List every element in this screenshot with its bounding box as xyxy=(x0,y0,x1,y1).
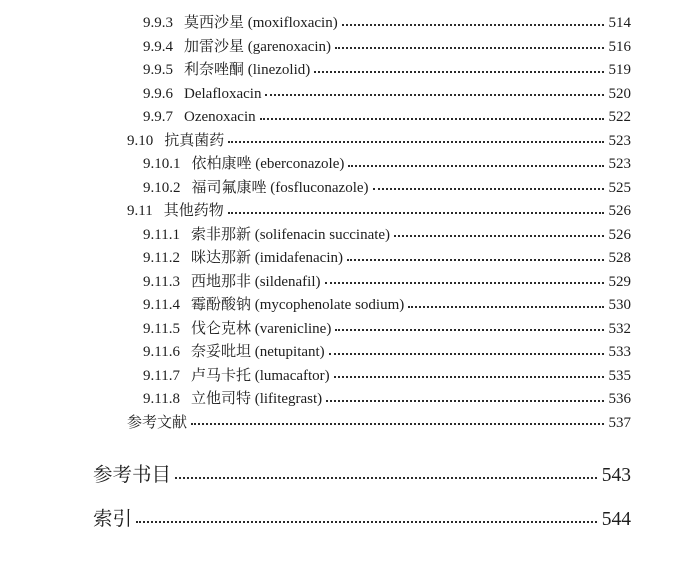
toc-entry-title: 伐仑克林 (varenicline) xyxy=(190,320,332,337)
toc-entry-number: 9.9.4 xyxy=(143,38,173,55)
toc-entry-number: 9.11.1 xyxy=(143,226,180,243)
toc-entry-page-number: 525 xyxy=(608,179,631,196)
toc-entry-number: 9.11.2 xyxy=(143,250,180,266)
toc-entry-number: 9.9.6 xyxy=(143,85,173,102)
toc-entry-page-number: 520 xyxy=(608,85,631,102)
toc-back-section-page-number: 544 xyxy=(601,509,631,530)
toc-entry xyxy=(93,365,631,389)
toc-entry-number: 9.11.3 xyxy=(143,273,180,290)
toc-back-section xyxy=(93,506,631,534)
toc-entry-number: 9.9.7 xyxy=(143,109,173,125)
toc-back-section-list xyxy=(93,462,631,534)
toc-entry-title: 依柏康唑 (eberconazole) xyxy=(191,156,345,172)
toc-entry xyxy=(93,36,631,60)
toc-entry-page-number: 514 xyxy=(608,15,631,31)
toc-entry xyxy=(93,412,631,436)
toc-entry-page-number: 526 xyxy=(608,203,631,219)
toc-entry-number: 9.9.3 xyxy=(143,15,173,31)
dot-leader xyxy=(314,71,603,73)
toc-entry-list xyxy=(93,12,631,435)
toc-entry-title: 卢马卡托 (lumacaftor) xyxy=(190,367,330,384)
toc-back-section-title: 索引 xyxy=(93,509,133,530)
toc-entry xyxy=(93,106,631,130)
dot-leader xyxy=(191,423,603,425)
toc-entry-title: Ozenoxacin xyxy=(184,109,256,125)
toc-entry xyxy=(93,12,631,36)
dot-leader xyxy=(348,165,603,167)
dot-leader xyxy=(335,329,603,331)
toc-entry xyxy=(93,177,631,201)
dot-leader xyxy=(265,94,603,96)
toc-entry-number: 9.11.6 xyxy=(143,344,180,360)
toc-entry xyxy=(93,200,631,224)
dot-leader xyxy=(373,188,604,190)
dot-leader xyxy=(408,306,603,308)
dot-leader xyxy=(342,24,604,26)
toc-entry-page-number: 536 xyxy=(608,391,631,407)
toc-back-section-page-number: 543 xyxy=(601,465,631,486)
toc-entry-title: 抗真菌药 xyxy=(164,132,225,149)
toc-entry-page-number: 532 xyxy=(608,320,631,337)
toc-entry xyxy=(93,130,631,154)
toc-entry-title: Delafloxacin xyxy=(184,85,262,102)
toc-entry-page-number: 523 xyxy=(608,156,631,172)
toc-entry-page-number: 528 xyxy=(608,250,631,266)
toc-entry-title: 福司氟康唑 (fosfluconazole) xyxy=(191,179,369,196)
dot-leader xyxy=(326,400,603,402)
toc-entry xyxy=(93,271,631,295)
toc-entry-number: 9.11 xyxy=(127,203,153,219)
toc-entry xyxy=(93,83,631,107)
toc-entry-number: 9.9.5 xyxy=(143,62,173,78)
toc-entry-title: 咪达那新 (imidafenacin) xyxy=(190,250,343,266)
toc-entry-title: 霉酚酸钠 (mycophenolate sodium) xyxy=(190,297,405,313)
toc-entry-number: 9.11.4 xyxy=(143,297,180,313)
toc-entry-title: 参考文献 xyxy=(127,414,188,431)
toc-entry-page-number: 516 xyxy=(608,38,631,55)
toc-entry-title: 西地那非 (sildenafil) xyxy=(190,273,321,290)
dot-leader xyxy=(347,259,604,261)
toc-entry-number: 9.11.7 xyxy=(143,367,180,384)
toc-entry-page-number: 535 xyxy=(608,367,631,384)
toc-entry-number: 9.10 xyxy=(127,132,154,149)
dot-leader xyxy=(228,212,604,214)
toc-entry-page-number: 529 xyxy=(608,273,631,290)
toc-entry xyxy=(93,318,631,342)
toc-entry-number: 9.10.1 xyxy=(143,156,181,172)
toc-entry xyxy=(93,341,631,365)
toc-entry-title: 加雷沙星 (garenoxacin) xyxy=(184,38,332,55)
dot-leader xyxy=(394,235,603,237)
toc-entry xyxy=(93,224,631,248)
toc-entry-page-number: 522 xyxy=(608,109,631,125)
dot-leader xyxy=(325,282,604,284)
toc-entry-page-number: 537 xyxy=(608,414,631,431)
toc-entry-title: 其他药物 xyxy=(163,203,224,219)
dot-leader xyxy=(136,521,597,523)
dot-leader xyxy=(335,47,603,49)
toc-entry-page-number: 523 xyxy=(608,132,631,149)
toc-entry xyxy=(93,153,631,177)
toc-entry xyxy=(93,247,631,271)
toc-entry xyxy=(93,388,631,412)
dot-leader xyxy=(334,376,604,378)
dot-leader xyxy=(329,353,604,355)
toc-entry-title: 莫西沙星 (moxifloxacin) xyxy=(184,15,338,31)
toc-back-section-title: 参考书目 xyxy=(93,465,172,486)
toc-entry xyxy=(93,59,631,83)
toc-entry-title: 利奈唑酮 (linezolid) xyxy=(184,62,311,78)
toc-entry-title: 索非那新 (solifenacin succinate) xyxy=(190,226,391,243)
toc-back-section xyxy=(93,462,631,490)
dot-leader xyxy=(175,477,597,479)
toc-entry-page-number: 530 xyxy=(608,297,631,313)
toc-entry-title: 立他司特 (lifitegrast) xyxy=(190,391,323,407)
toc-entry-title: 奈妥吡坦 (netupitant) xyxy=(190,344,325,360)
toc-entry xyxy=(93,294,631,318)
toc-entry-number: 9.10.2 xyxy=(143,179,181,196)
dot-leader xyxy=(228,141,603,143)
dot-leader xyxy=(260,118,604,120)
toc-entry-number: 9.11.8 xyxy=(143,391,180,407)
toc-entry-number: 9.11.5 xyxy=(143,320,180,337)
toc-entry-page-number: 519 xyxy=(608,62,631,78)
toc-entry-page-number: 526 xyxy=(608,226,631,243)
toc-entry-page-number: 533 xyxy=(608,344,631,360)
